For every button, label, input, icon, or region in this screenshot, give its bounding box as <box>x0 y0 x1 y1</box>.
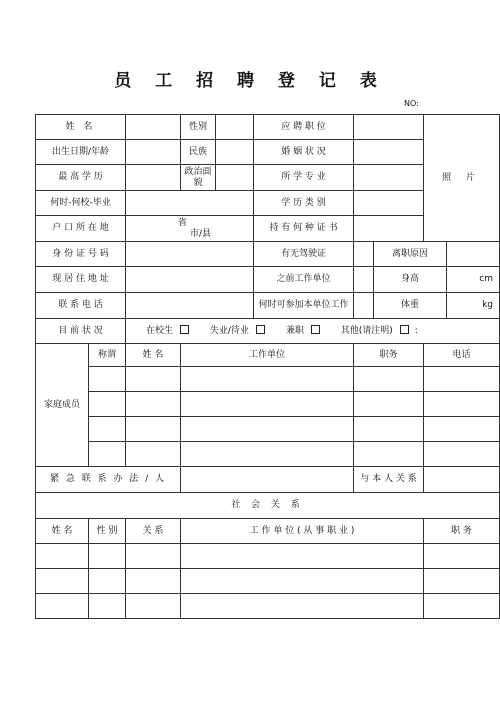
degree-type-label: 学 历 类 别 <box>254 191 354 216</box>
leave-reason-field[interactable] <box>447 242 500 267</box>
family-cell[interactable] <box>126 392 181 417</box>
political-label: 政治面貌 <box>181 165 216 191</box>
social-cell[interactable] <box>89 569 126 594</box>
social-cell[interactable] <box>89 594 126 619</box>
family-header-title: 称谓 <box>89 344 126 367</box>
family-row <box>36 392 500 417</box>
ethnicity-label: 民族 <box>181 140 216 165</box>
address-label: 现 居 住 地 址 <box>36 267 126 293</box>
family-cell[interactable] <box>126 417 181 442</box>
social-cell[interactable] <box>424 594 500 619</box>
previous-employer-field[interactable] <box>354 267 374 293</box>
birth-age-field[interactable] <box>126 140 181 165</box>
status-option-unemployed[interactable]: 失业/待业 <box>204 325 265 337</box>
name-label: 姓 名 <box>36 115 126 140</box>
social-header-position: 职 务 <box>424 519 500 544</box>
relation-field[interactable] <box>424 467 500 493</box>
graduation-field[interactable] <box>126 191 254 216</box>
leave-reason-label: 离职原因 <box>374 242 447 267</box>
family-cell[interactable] <box>354 367 424 392</box>
social-header-name: 姓 名 <box>36 519 89 544</box>
address-field[interactable] <box>126 267 254 293</box>
family-cell[interactable] <box>126 367 181 392</box>
social-cell[interactable] <box>126 544 181 569</box>
family-row <box>36 367 500 392</box>
start-time-field[interactable] <box>354 293 374 319</box>
family-header-name: 姓 名 <box>126 344 181 367</box>
id-number-field[interactable] <box>126 242 254 267</box>
education-label: 最 高 学 历 <box>36 165 126 191</box>
political-field[interactable] <box>216 165 254 191</box>
name-field[interactable] <box>126 115 181 140</box>
status-option-student[interactable]: 在校生 <box>140 325 189 337</box>
social-cell[interactable] <box>181 544 424 569</box>
graduation-label: 何时-何校-毕业 <box>36 191 126 216</box>
city-label: 市/县 <box>190 228 212 239</box>
family-cell[interactable] <box>424 392 500 417</box>
social-cell[interactable] <box>36 594 89 619</box>
social-cell[interactable] <box>424 569 500 594</box>
emergency-label: 紧 急 联 系 办 法 / 人 <box>36 467 181 493</box>
weight-label: 体重 <box>374 293 447 319</box>
social-cell[interactable] <box>181 569 424 594</box>
checkbox-other[interactable] <box>400 325 409 334</box>
form-title: 员 工 招 聘 登 记 表 <box>114 71 386 91</box>
family-cell[interactable] <box>424 417 500 442</box>
social-cell[interactable] <box>36 569 89 594</box>
family-cell[interactable] <box>89 417 126 442</box>
position-applied-field[interactable] <box>354 115 424 140</box>
current-status-label: 目 前 状 况 <box>36 319 126 344</box>
family-row <box>36 417 500 442</box>
gender-label: 性别 <box>181 115 216 140</box>
marital-status-label: 婚 姻 状 况 <box>254 140 354 165</box>
position-applied-label: 应 聘 职 位 <box>254 115 354 140</box>
family-cell[interactable] <box>181 392 354 417</box>
current-status-options <box>126 319 500 344</box>
family-header-phone: 电话 <box>424 344 500 367</box>
social-cell[interactable] <box>424 544 500 569</box>
social-cell[interactable] <box>126 594 181 619</box>
family-cell[interactable] <box>354 417 424 442</box>
family-cell[interactable] <box>181 367 354 392</box>
status-option-other[interactable]: 其他(请注明) : <box>340 326 418 336</box>
social-row <box>36 544 500 569</box>
photo-area[interactable]: 照 片 <box>424 115 500 242</box>
social-row <box>36 594 500 619</box>
family-cell[interactable] <box>181 442 354 467</box>
id-number-label: 身 份 证 号 码 <box>36 242 126 267</box>
start-time-label: 何时可参加本单位工作 <box>254 293 354 319</box>
family-header-position: 职务 <box>354 344 424 367</box>
weight-field[interactable]: kg <box>447 293 500 319</box>
family-cell[interactable] <box>89 367 126 392</box>
checkbox-parttime[interactable] <box>311 325 320 334</box>
degree-type-field[interactable] <box>354 191 424 216</box>
birth-age-label: 出生日期/年龄 <box>36 140 126 165</box>
social-cell[interactable] <box>126 569 181 594</box>
checkbox-unemployed[interactable] <box>256 325 265 334</box>
social-header-employer: 工 作 单 位 ( 从 事 职 业 ) <box>181 519 424 544</box>
previous-employer-label: 之前工作单位 <box>254 267 354 293</box>
height-label: 身高 <box>374 267 447 293</box>
hukou-label: 户 口 所 在 地 <box>36 216 126 242</box>
emergency-field[interactable] <box>181 467 354 493</box>
status-option-parttime[interactable]: 兼职 <box>280 325 320 337</box>
province-label: 省 <box>178 217 188 228</box>
ethnicity-field[interactable] <box>216 140 254 165</box>
social-header-gender: 性 别 <box>89 519 126 544</box>
family-cell[interactable] <box>126 442 181 467</box>
social-row <box>36 569 500 594</box>
family-row <box>36 442 500 467</box>
social-header-relation: 关 系 <box>126 519 181 544</box>
family-cell[interactable] <box>424 442 500 467</box>
phone-label: 联 系 电 话 <box>36 293 126 319</box>
family-cell[interactable] <box>181 417 354 442</box>
height-field[interactable]: cm <box>447 267 500 293</box>
social-cell[interactable] <box>36 544 89 569</box>
major-label: 所 学 专 业 <box>254 165 354 191</box>
social-cell[interactable] <box>89 544 126 569</box>
relation-label: 与 本 人 关 系 <box>354 467 424 493</box>
family-cell[interactable] <box>89 442 126 467</box>
social-relations-label: 社 会 关 系 <box>36 493 500 519</box>
checkbox-student[interactable] <box>180 325 189 334</box>
social-cell[interactable] <box>181 594 424 619</box>
certificates-field[interactable] <box>354 216 424 242</box>
family-cell[interactable] <box>89 392 126 417</box>
hukou-field[interactable] <box>126 216 254 242</box>
family-label: 家庭成员 <box>36 344 89 467</box>
driver-license-field[interactable] <box>354 242 374 267</box>
family-cell[interactable] <box>424 367 500 392</box>
driver-license-label: 有无驾驶证 <box>254 242 354 267</box>
family-cell[interactable] <box>354 442 424 467</box>
marital-status-field[interactable] <box>354 140 424 165</box>
phone-field[interactable] <box>126 293 254 319</box>
certificates-label: 持 有 何 种 证 书 <box>254 216 354 242</box>
major-field[interactable] <box>354 165 424 191</box>
form-number-label: NO: <box>404 99 419 108</box>
registration-form-table <box>35 114 500 619</box>
education-field[interactable] <box>126 165 181 191</box>
family-cell[interactable] <box>354 392 424 417</box>
family-header-employer: 工作单位 <box>181 344 354 367</box>
gender-field[interactable] <box>216 115 254 140</box>
